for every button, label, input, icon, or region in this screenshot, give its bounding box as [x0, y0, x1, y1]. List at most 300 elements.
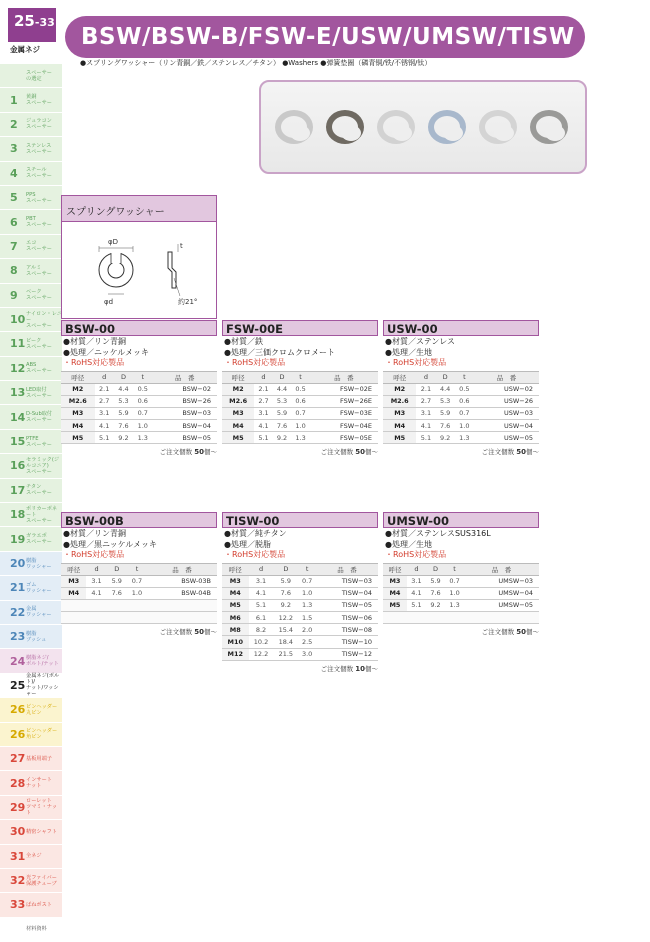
table-header: D: [273, 371, 292, 383]
sidebar-item-label: 樹脂 ブッシュ: [26, 630, 47, 643]
table-row: [383, 612, 539, 624]
table-cell: 9.2: [436, 432, 455, 444]
table-row: [222, 420, 378, 432]
order-quantity: [61, 447, 217, 456]
table-header: D: [426, 563, 445, 575]
spec-table: [222, 563, 378, 661]
sidebar-item-number: 5: [10, 191, 18, 205]
table-cell: FSW−02E: [310, 383, 378, 395]
table-header: t: [455, 371, 474, 383]
table-cell: M8: [222, 624, 249, 636]
sidebar-item[interactable]: [0, 454, 62, 478]
rohs-note: ・RoHS対応製品: [224, 358, 286, 367]
sidebar-item[interactable]: [0, 601, 62, 625]
table-row: [383, 432, 539, 444]
table-cell: [383, 612, 407, 624]
table-cell: 2.7: [95, 395, 114, 407]
table-row: [383, 575, 539, 587]
table-cell: M2: [222, 383, 254, 395]
table-header: 呼径: [61, 371, 95, 383]
sidebar-item[interactable]: [0, 747, 62, 771]
table-row: [222, 383, 378, 395]
sidebar-item[interactable]: [0, 771, 62, 795]
table-cell: 15.4: [273, 624, 298, 636]
spec-table: [222, 371, 378, 445]
spec-table: [383, 371, 539, 445]
sidebar-item-label: PPS スペーサー: [26, 191, 52, 204]
table-cell: 5.9: [114, 407, 133, 419]
product-spec: ●材質／鉄: [224, 337, 263, 346]
product-spec: ●材質／リン青銅: [63, 529, 126, 538]
product-block: [383, 512, 539, 636]
table-cell: 4.4: [114, 383, 133, 395]
table-cell: 0.7: [127, 575, 147, 587]
sidebar-item-label: PBT スペーサー: [26, 216, 52, 229]
product-spec: ●処理／生地: [385, 347, 432, 357]
table-header-row: [61, 371, 217, 383]
washer-icon: [479, 110, 517, 144]
sidebar-item-label: ジュラコン スペーサー: [26, 118, 52, 131]
diagram-title: スプリングワッシャー: [62, 196, 216, 222]
rohs-note: ・RoHS対応製品: [385, 358, 447, 367]
table-cell: 1.0: [455, 420, 474, 432]
table-cell: 2.0: [298, 624, 316, 636]
product-block: [222, 512, 378, 673]
table-row: [383, 587, 539, 599]
table-cell: 5.1: [407, 599, 426, 611]
table-cell: 8.2: [249, 624, 274, 636]
sidebar-item[interactable]: [0, 162, 62, 186]
table-cell: USW−26: [474, 395, 539, 407]
table-cell: 0.5: [133, 383, 152, 395]
product-spec: ●処理／生地: [385, 539, 432, 549]
sidebar-item[interactable]: [0, 405, 62, 429]
dimension-diagram: [61, 195, 217, 319]
sidebar-item-number: 14: [10, 410, 26, 424]
table-cell: 7.6: [273, 420, 292, 432]
table-cell: [147, 599, 217, 611]
sidebar-item-number: 24: [10, 654, 26, 668]
sidebar-item-number: 3: [10, 142, 18, 156]
table-cell: 0.7: [291, 407, 310, 419]
sidebar-item-number: 7: [10, 239, 18, 253]
table-cell: 5.1: [416, 432, 435, 444]
label-thickness: t: [180, 242, 183, 250]
category-label: 金属ネジ: [10, 45, 40, 54]
sidebar-item-label: 精密シャフト: [26, 828, 58, 835]
sidebar-item[interactable]: [0, 893, 62, 917]
table-cell: M4: [383, 420, 416, 432]
table-header-row: [222, 563, 378, 575]
sidebar-item-label: PTFE スペーサー: [26, 435, 52, 448]
sidebar-item-number: 32: [10, 874, 26, 888]
table-cell: M5: [222, 432, 254, 444]
label-angle: 約21°: [178, 298, 198, 306]
table-cell: BSW-04B: [147, 587, 217, 599]
table-row: [222, 648, 378, 660]
sidebar-item-label: ばねポスト: [26, 901, 52, 908]
table-cell: 4.4: [273, 383, 292, 395]
sidebar-item[interactable]: [0, 918, 62, 942]
order-prefix: ご注文個数: [481, 448, 517, 457]
sidebar-item[interactable]: [0, 430, 62, 454]
table-cell: 1.3: [291, 432, 310, 444]
table-cell: 0.7: [455, 407, 474, 419]
category-sidebar: [0, 64, 62, 942]
order-suffix: 個〜: [526, 628, 539, 637]
table-cell: 7.6: [436, 420, 455, 432]
sidebar-item[interactable]: [0, 674, 62, 698]
sidebar-item-label: エコ スペーサー: [26, 240, 52, 253]
table-row: [61, 395, 217, 407]
sidebar-item[interactable]: [0, 186, 62, 210]
sidebar-item-label: 光ファイバー 保護チューブ: [26, 874, 57, 887]
table-row: [222, 575, 378, 587]
order-prefix: ご注文個数: [320, 448, 356, 457]
table-cell: UMSW−05: [464, 599, 539, 611]
table-cell: TISW−08: [316, 624, 378, 636]
table-cell: 3.1: [407, 575, 426, 587]
sidebar-item-number: 10: [10, 313, 26, 327]
sidebar-item-label: チタン スペーサー: [26, 484, 52, 497]
product-description: [61, 336, 217, 371]
table-cell: M4: [383, 587, 407, 599]
washer-icon: [428, 110, 466, 144]
table-cell: BSW−04: [152, 420, 217, 432]
order-suffix: 個〜: [365, 664, 378, 673]
table-row: [222, 624, 378, 636]
table-cell: M5: [383, 432, 416, 444]
sidebar-item-number: 6: [10, 215, 18, 229]
sidebar-item[interactable]: [0, 259, 62, 283]
table-cell: 1.5: [298, 612, 316, 624]
sidebar-item[interactable]: [0, 113, 62, 137]
table-cell: USW−03: [474, 407, 539, 419]
sidebar-item[interactable]: [0, 235, 62, 259]
table-cell: [61, 599, 86, 611]
product-block: [61, 320, 217, 456]
order-prefix: ご注文個数: [481, 628, 517, 637]
label-outer-diameter: φD: [108, 238, 119, 246]
table-row: [61, 599, 217, 611]
table-cell: 2.1: [254, 383, 273, 395]
table-cell: 5.1: [95, 432, 114, 444]
table-cell: M5: [222, 599, 249, 611]
table-cell: 5.3: [436, 395, 455, 407]
sidebar-item-number: 31: [10, 849, 26, 863]
sidebar-item-number: 11: [10, 337, 26, 351]
table-cell: [426, 612, 445, 624]
sidebar-item-label: D-Sub取付 スペーサー: [26, 411, 53, 424]
sidebar-item-label: ABS スペーサー: [26, 362, 52, 375]
washer-icon: [275, 110, 313, 144]
table-cell: 1.3: [133, 432, 152, 444]
table-cell: [445, 612, 464, 624]
table-cell: UMSW−03: [464, 575, 539, 587]
table-header: 品 番: [474, 371, 539, 383]
table-cell: M10: [222, 636, 249, 648]
sidebar-item-number: 19: [10, 532, 26, 546]
rohs-note: ・RoHS対応製品: [63, 358, 125, 367]
table-cell: M3: [222, 575, 249, 587]
table-cell: 0.5: [291, 383, 310, 395]
rohs-note: ・RoHS対応製品: [385, 550, 447, 559]
table-header: t: [127, 563, 147, 575]
sidebar-item[interactable]: [0, 796, 62, 820]
table-cell: M2: [61, 383, 95, 395]
table-cell: TISW−12: [316, 648, 378, 660]
table-row: [61, 420, 217, 432]
spring-washer-drawing-icon: [62, 222, 216, 318]
table-cell: USW−04: [474, 420, 539, 432]
sidebar-item-label: 黄銅 スペーサー: [26, 94, 52, 107]
sidebar-item-label: ガラエポ スペーサー: [26, 533, 52, 546]
table-header: 呼径: [383, 563, 407, 575]
table-cell: M4: [222, 420, 254, 432]
table-cell: [127, 599, 147, 611]
table-cell: 3.0: [298, 648, 316, 660]
table-cell: 0.7: [445, 575, 464, 587]
sidebar-item-label: ステンレス スペーサー: [26, 142, 52, 155]
product-name: BSW-00B: [61, 512, 217, 528]
table-header: d: [254, 371, 273, 383]
table-cell: 12.2: [249, 648, 274, 660]
sidebar-item-number: 20: [10, 557, 26, 570]
table-header: t: [291, 371, 310, 383]
table-cell: 0.5: [455, 383, 474, 395]
table-header: 品 番: [147, 563, 217, 575]
sidebar-item[interactable]: [0, 820, 62, 844]
table-cell: 3.1: [416, 407, 435, 419]
sidebar-item[interactable]: [0, 576, 62, 600]
table-cell: 4.1: [249, 587, 274, 599]
sidebar-item[interactable]: [0, 527, 62, 551]
table-cell: 3.1: [249, 575, 274, 587]
table-cell: FSW−05E: [310, 432, 378, 444]
sidebar-item-number: 21: [10, 581, 26, 595]
spec-table: [61, 563, 217, 625]
sidebar-item[interactable]: [0, 137, 62, 161]
sidebar-item-number: 26: [10, 703, 26, 717]
sidebar-item-number: 22: [10, 605, 26, 619]
sidebar-item[interactable]: [0, 88, 62, 112]
table-cell: 21.5: [273, 648, 298, 660]
sidebar-item-label: ピンヘッダー 角ピン: [26, 728, 58, 741]
page-number-badge: [8, 8, 56, 42]
sidebar-item[interactable]: [0, 479, 62, 503]
rohs-note: ・RoHS対応製品: [63, 550, 125, 559]
table-cell: 5.1: [249, 599, 274, 611]
table-cell: 5.9: [426, 575, 445, 587]
table-row: [222, 612, 378, 624]
sidebar-item-number: 27: [10, 752, 26, 766]
table-header: 呼径: [222, 371, 254, 383]
table-header: 品 番: [464, 563, 539, 575]
sidebar-item-label: 金属ネジ(ボルト)/ ナット/ワッシャー: [26, 673, 60, 698]
sidebar-item[interactable]: [0, 210, 62, 234]
table-cell: 0.6: [133, 395, 152, 407]
page-number: 25: [14, 12, 35, 30]
table-header: 品 番: [316, 563, 378, 575]
table-row: [383, 407, 539, 419]
table-cell: M4: [222, 587, 249, 599]
sidebar-item-label: アルミ スペーサー: [26, 264, 52, 277]
table-row: [383, 395, 539, 407]
table-row: [61, 383, 217, 395]
order-quantity: [383, 447, 539, 456]
sidebar-item[interactable]: [0, 357, 62, 381]
table-cell: USW−05: [474, 432, 539, 444]
table-cell: TISW−05: [316, 599, 378, 611]
order-min-qty: 50: [194, 448, 204, 457]
sidebar-item-label: 基板用端子: [26, 755, 52, 762]
table-cell: 9.2: [273, 432, 292, 444]
sidebar-item-number: 33: [10, 898, 26, 912]
table-cell: 2.1: [416, 383, 435, 395]
order-quantity: [61, 627, 217, 636]
table-cell: 9.2: [426, 599, 445, 611]
table-cell: UMSW−04: [464, 587, 539, 599]
table-header: 品 番: [152, 371, 217, 383]
product-block: [222, 320, 378, 456]
sidebar-item-label: セラミック(ジルコニア) スペーサー: [26, 456, 60, 475]
washer-icon: [326, 110, 364, 144]
table-cell: [107, 612, 127, 624]
product-spec: ●処理／三価クロムクロメート: [224, 347, 335, 357]
table-cell: 5.9: [436, 407, 455, 419]
table-cell: [86, 599, 106, 611]
table-cell: 2.5: [298, 636, 316, 648]
table-cell: [147, 612, 217, 624]
order-suffix: 個〜: [204, 448, 217, 457]
sidebar-item-label: 金属 ワッシャー: [26, 606, 52, 619]
table-cell: [127, 612, 147, 624]
sidebar-item[interactable]: [0, 845, 62, 869]
table-cell: [107, 599, 127, 611]
sidebar-item-number: 30: [10, 825, 26, 839]
table-cell: BSW−02: [152, 383, 217, 395]
sidebar-item-number: 9: [10, 288, 18, 302]
table-header: t: [133, 371, 152, 383]
sidebar-item-number: 4: [10, 166, 18, 180]
sidebar-item-label: LED取付 スペーサー: [26, 386, 52, 399]
sidebar-item[interactable]: [0, 869, 62, 893]
table-cell: 3.1: [86, 575, 106, 587]
table-cell: 5.1: [254, 432, 273, 444]
sidebar-item[interactable]: [0, 698, 62, 722]
table-cell: BSW−26: [152, 395, 217, 407]
order-min-qty: 50: [516, 628, 526, 637]
product-spec: ●材質／ステンレス: [385, 337, 455, 346]
sidebar-item-label: スペーサー の選定: [26, 69, 52, 82]
product-spec: ●材質／純チタン: [224, 529, 287, 538]
table-cell: M2.6: [61, 395, 95, 407]
table-cell: 4.1: [86, 587, 106, 599]
sidebar-item[interactable]: [0, 723, 62, 747]
sidebar-item-number: 18: [10, 508, 26, 522]
sidebar-item-label: ローレット ツマミ・ナット: [26, 798, 58, 817]
table-cell: 2.7: [254, 395, 273, 407]
table-cell: M2.6: [222, 395, 254, 407]
table-cell: 18.4: [273, 636, 298, 648]
sidebar-item-label: ピーク スペーサー: [26, 337, 52, 350]
sidebar-item-label: 材料資料: [26, 926, 47, 933]
table-cell: 4.1: [416, 420, 435, 432]
table-cell: 0.7: [133, 407, 152, 419]
table-row: [61, 575, 217, 587]
sidebar-item[interactable]: [0, 503, 62, 527]
table-cell: 7.6: [114, 420, 133, 432]
table-cell: 5.9: [273, 575, 298, 587]
table-cell: M4: [61, 420, 95, 432]
product-spec: ●処理／ニッケルメッキ: [63, 347, 150, 357]
table-cell: BSW-03B: [147, 575, 217, 587]
sidebar-item-number: 23: [10, 630, 26, 644]
order-min-qty: 50: [194, 628, 204, 637]
table-header: D: [114, 371, 133, 383]
table-cell: TISW−03: [316, 575, 378, 587]
table-cell: FSW−26E: [310, 395, 378, 407]
table-header: d: [86, 563, 106, 575]
order-quantity: [383, 627, 539, 636]
sidebar-item-label: 全ネジ: [26, 853, 42, 860]
table-cell: 0.6: [455, 395, 474, 407]
sidebar-item-number: 15: [10, 435, 26, 449]
sidebar-item[interactable]: [0, 552, 62, 576]
spec-table: [61, 371, 217, 445]
sidebar-item-label: ゴム ワッシャー: [26, 581, 52, 594]
product-photo: [259, 80, 587, 174]
table-cell: M12: [222, 648, 249, 660]
sidebar-item[interactable]: [0, 284, 62, 308]
table-cell: 3.1: [95, 407, 114, 419]
table-cell: TISW−06: [316, 612, 378, 624]
sidebar-item-number: 29: [10, 800, 26, 814]
table-cell: 4.1: [95, 420, 114, 432]
sidebar-item[interactable]: [0, 649, 62, 673]
sidebar-item[interactable]: [0, 625, 62, 649]
table-cell: 1.3: [455, 432, 474, 444]
table-header: D: [107, 563, 127, 575]
table-cell: 2.1: [95, 383, 114, 395]
table-cell: M3: [61, 407, 95, 419]
sidebar-item-number: 26: [10, 727, 26, 741]
sidebar-item[interactable]: [0, 381, 62, 405]
order-min-qty: 50: [355, 448, 365, 457]
table-cell: 5.9: [107, 575, 127, 587]
table-cell: 1.3: [445, 599, 464, 611]
sidebar-item[interactable]: [0, 308, 62, 332]
order-quantity: [222, 664, 378, 673]
sidebar-item-label: ポリカーボネート スペーサー: [26, 505, 58, 524]
table-cell: 5.9: [273, 407, 292, 419]
table-cell: 2.7: [416, 395, 435, 407]
sidebar-item-number: 16: [10, 459, 26, 473]
table-cell: 0.6: [291, 395, 310, 407]
order-suffix: 個〜: [526, 448, 539, 457]
table-row: [383, 420, 539, 432]
sidebar-item-number: 25: [10, 678, 26, 692]
table-cell: 1.0: [291, 420, 310, 432]
sidebar-item[interactable]: [0, 64, 62, 88]
table-header: t: [298, 563, 316, 575]
sidebar-item[interactable]: [0, 332, 62, 356]
table-header: d: [407, 563, 426, 575]
table-cell: 10.2: [249, 636, 274, 648]
table-header: d: [416, 371, 435, 383]
table-cell: 5.3: [114, 395, 133, 407]
sidebar-item-number: 1: [10, 93, 18, 107]
